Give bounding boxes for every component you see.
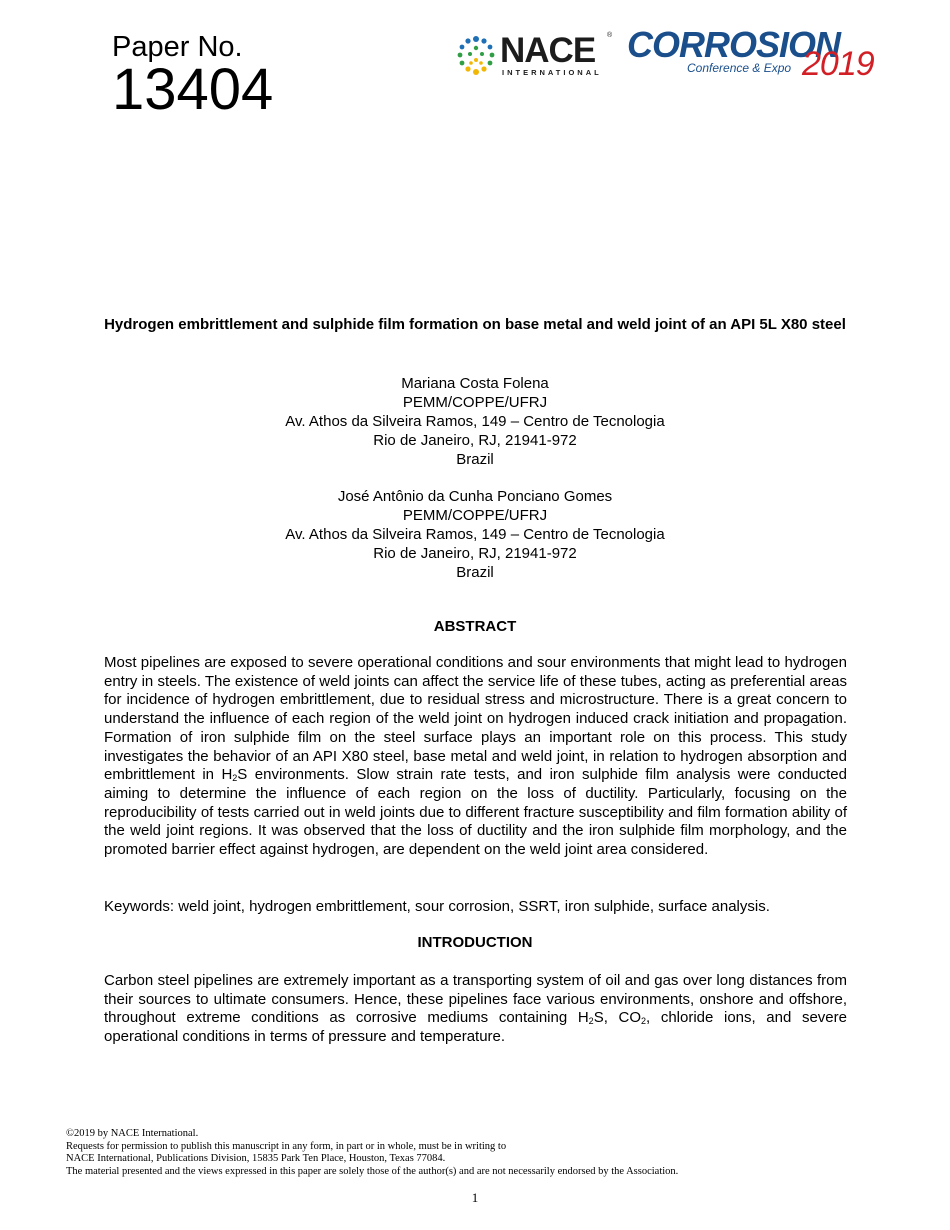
abstract-heading: ABSTRACT	[433, 618, 517, 635]
author-city: Rio de Janeiro, RJ, 21941-972	[373, 545, 577, 562]
author-country: Brazil	[456, 451, 494, 468]
registered-mark: ®	[607, 32, 613, 39]
introduction-heading: INTRODUCTION	[417, 934, 533, 951]
author-country: Brazil	[456, 564, 494, 581]
subscript: 2	[641, 1016, 647, 1027]
paper-number-label: Paper No.	[112, 31, 243, 63]
introduction-text: S, CO	[593, 1009, 641, 1027]
author-address: Av. Athos da Silveira Ramos, 149 – Centro de Tecnologia	[285, 413, 665, 430]
subscript: 2	[232, 773, 238, 784]
introduction-text: Carbon steel pipelines are extremely important as a transporting system of oil and gas over long distances from their sources to ultimate consumers. Hence, these pipelines face various environments, onshore and offshore, throughout extreme conditions as corrosive mediums containing H	[104, 972, 847, 1027]
abstract-text: S environments. Slow strain rate tests, and iron sulphide film analysis were conducted aiming to determine the influence of each region on the loss of ductility. Particularly, focusing on the reproducibility of tests carried out in weld joints due to different fracture susceptibility and film formation ability of the weld joint regions. It was observed that the loss of ductility and the iron sulphide film morphology, and the promoted barrier effect against hydrogen, are dependent on the weld joint area considered.	[104, 766, 847, 859]
introduction-text: , chloride ions, and severe operational conditions in terms of pressure and temperature.	[104, 1009, 847, 1046]
paper-number-block	[112, 31, 274, 122]
author-block-2	[200, 487, 750, 582]
keywords: Keywords: weld joint, hydrogen embrittlement, sour corrosion, SSRT, iron sulphide, surface analysis.	[104, 898, 770, 915]
author-name: Mariana Costa Folena	[401, 375, 549, 392]
author-city: Rio de Janeiro, RJ, 21941-972	[373, 432, 577, 449]
footer-line: The material presented and the views expressed in this paper are solely those of the author(s) and are not necessarily endorsed by the Association.	[66, 1165, 679, 1177]
conference-year: 2019	[802, 45, 874, 83]
abstract-text: Most pipelines are exposed to severe operational conditions and sour environments that might lead to hydrogen entry in steels. The existence of weld joints can affect the service life of these tubes, acting as preferential areas for incidence of hydrogen embrittlement, due to residual stress and microstructure. There is a great concern to understand the influence of each region of the weld joint on hydrogen induced crack initiation and propagation. Formation of iron sulphide film on the steel surface plays an important role on this process. This study investigates the behavior of an API X80 steel, base metal and weld joint, in relation to hydrogen absorption and embrittlement in H	[104, 654, 847, 784]
footer-line: ©2019 by NACE International.	[66, 1128, 199, 1139]
footer-line: NACE International, Publications Division, 15835 Park Ten Place, Houston, Texas 77084.	[66, 1153, 446, 1165]
corrosion-conference-logo	[627, 24, 887, 90]
author-block-1	[200, 374, 750, 469]
paper-number: 13404	[112, 57, 274, 122]
nace-globe-icon	[455, 34, 497, 78]
corrosion-wordmark: CORROSION	[627, 24, 841, 65]
abstract-paragraph	[104, 654, 847, 860]
footer-line: Requests for permission to publish this manuscript in any form, in part or in whole, must be in writing to	[66, 1140, 507, 1152]
introduction-paragraph	[104, 972, 847, 1047]
author-address: Av. Athos da Silveira Ramos, 149 – Centro de Tecnologia	[285, 526, 665, 543]
author-name: José Antônio da Cunha Ponciano Gomes	[337, 488, 613, 505]
author-affiliation: PEMM/COPPE/UFRJ	[402, 394, 548, 411]
page-number: 1	[471, 1190, 479, 1205]
paper-title: Hydrogen embrittlement and sulphide film formation on base metal and weld joint of an API 5L X80 steel	[104, 316, 846, 333]
nace-subtitle: INTERNATIONAL	[502, 68, 602, 77]
subscript: 2	[588, 1016, 594, 1027]
copyright-footer	[66, 1128, 678, 1178]
author-affiliation: PEMM/COPPE/UFRJ	[402, 507, 548, 524]
conference-subtitle: Conference & Expo	[687, 61, 792, 75]
nace-logo	[455, 31, 615, 80]
nace-wordmark: NACE	[500, 31, 596, 70]
